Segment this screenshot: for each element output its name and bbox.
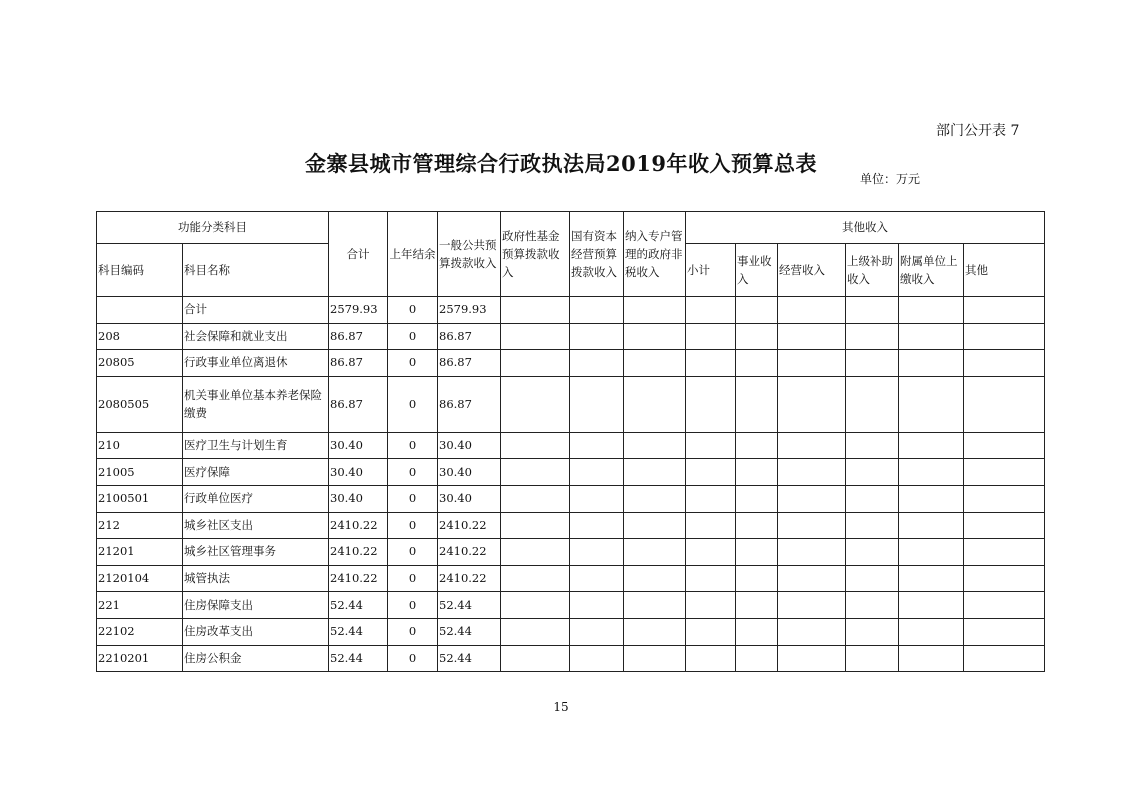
cell-empty	[686, 539, 736, 566]
cell-general-budget: 30.40	[438, 485, 501, 512]
cell-empty	[778, 376, 846, 432]
table-row	[97, 376, 1045, 432]
cell-empty	[624, 592, 686, 619]
cell-empty	[570, 592, 624, 619]
cell-empty	[736, 350, 778, 377]
cell-empty	[686, 376, 736, 432]
cell-code	[97, 297, 183, 324]
cell-empty	[624, 539, 686, 566]
cell-code: 210	[97, 432, 183, 459]
cell-empty	[846, 618, 899, 645]
cell-empty	[736, 539, 778, 566]
header-gov-fund: 政府性基金预算拨款收入	[501, 212, 570, 297]
cell-empty	[501, 297, 570, 324]
cell-code: 2120104	[97, 565, 183, 592]
cell-name: 行政事业单位离退休	[183, 350, 329, 377]
cell-empty	[570, 323, 624, 350]
cell-empty	[736, 297, 778, 324]
cell-empty	[899, 297, 964, 324]
cell-empty	[964, 323, 1045, 350]
cell-empty	[846, 432, 899, 459]
cell-prev-balance: 0	[388, 645, 438, 672]
cell-general-budget: 2410.22	[438, 512, 501, 539]
cell-prev-balance: 0	[388, 459, 438, 486]
cell-empty	[624, 565, 686, 592]
header-nontax: 纳入专户管理的政府非税收入	[624, 212, 686, 297]
header-affiliated-payment: 附属单位上缴收入	[899, 244, 964, 297]
cell-name: 医疗保障	[183, 459, 329, 486]
cell-empty	[570, 565, 624, 592]
table-row	[97, 459, 1045, 486]
cell-empty	[778, 350, 846, 377]
cell-code: 21005	[97, 459, 183, 486]
cell-empty	[846, 459, 899, 486]
cell-name: 社会保障和就业支出	[183, 323, 329, 350]
cell-total: 52.44	[329, 618, 388, 645]
cell-empty	[686, 512, 736, 539]
cell-name: 住房公积金	[183, 645, 329, 672]
header-state-capital: 国有资本经营预算拨款收入	[570, 212, 624, 297]
cell-empty	[570, 485, 624, 512]
cell-empty	[778, 645, 846, 672]
unit-label: 单位：万元	[860, 172, 921, 186]
cell-total: 52.44	[329, 592, 388, 619]
cell-general-budget: 2410.22	[438, 565, 501, 592]
cell-prev-balance: 0	[388, 323, 438, 350]
cell-empty	[501, 350, 570, 377]
cell-empty	[899, 350, 964, 377]
cell-prev-balance: 0	[388, 592, 438, 619]
header-superior-subsidy: 上级补助收入	[846, 244, 899, 297]
cell-empty	[736, 323, 778, 350]
table-row	[97, 350, 1045, 377]
cell-empty	[686, 485, 736, 512]
cell-empty	[778, 512, 846, 539]
cell-empty	[899, 512, 964, 539]
cell-total: 52.44	[329, 645, 388, 672]
header-prev-balance: 上年结余	[388, 212, 438, 297]
header-code: 科目编码	[97, 244, 183, 297]
cell-prev-balance: 0	[388, 565, 438, 592]
cell-empty	[736, 645, 778, 672]
cell-empty	[846, 485, 899, 512]
cell-empty	[624, 297, 686, 324]
cell-empty	[964, 376, 1045, 432]
cell-empty	[899, 539, 964, 566]
cell-empty	[846, 539, 899, 566]
cell-empty	[964, 618, 1045, 645]
cell-empty	[778, 485, 846, 512]
cell-name: 城管执法	[183, 565, 329, 592]
cell-prev-balance: 0	[388, 297, 438, 324]
cell-code: 21201	[97, 539, 183, 566]
table-row	[97, 645, 1045, 672]
table-row	[97, 592, 1045, 619]
cell-empty	[686, 323, 736, 350]
cell-total: 30.40	[329, 485, 388, 512]
cell-code: 2100501	[97, 485, 183, 512]
cell-empty	[501, 512, 570, 539]
cell-prev-balance: 0	[388, 485, 438, 512]
cell-empty	[846, 297, 899, 324]
cell-general-budget: 86.87	[438, 350, 501, 377]
cell-general-budget: 2410.22	[438, 539, 501, 566]
cell-general-budget: 52.44	[438, 618, 501, 645]
cell-empty	[846, 350, 899, 377]
cell-empty	[736, 459, 778, 486]
cell-name: 行政单位医疗	[183, 485, 329, 512]
cell-code: 2210201	[97, 645, 183, 672]
cell-empty	[736, 618, 778, 645]
cell-empty	[570, 645, 624, 672]
cell-empty	[964, 485, 1045, 512]
cell-code: 212	[97, 512, 183, 539]
cell-empty	[686, 592, 736, 619]
table-row	[97, 297, 1045, 324]
cell-empty	[570, 432, 624, 459]
header-other-income: 其他收入	[686, 212, 1045, 244]
table-row	[97, 539, 1045, 566]
cell-name: 机关事业单位基本养老保险缴费	[183, 376, 329, 432]
cell-code: 2080505	[97, 376, 183, 432]
cell-empty	[686, 618, 736, 645]
cell-general-budget: 2579.93	[438, 297, 501, 324]
table-row	[97, 618, 1045, 645]
cell-empty	[501, 592, 570, 619]
cell-empty	[570, 376, 624, 432]
table-row	[97, 512, 1045, 539]
cell-name: 城乡社区支出	[183, 512, 329, 539]
table-row	[97, 565, 1045, 592]
cell-empty	[964, 565, 1045, 592]
cell-empty	[846, 512, 899, 539]
cell-empty	[778, 565, 846, 592]
cell-empty	[778, 592, 846, 619]
cell-empty	[778, 297, 846, 324]
cell-empty	[899, 459, 964, 486]
cell-total: 2410.22	[329, 512, 388, 539]
cell-empty	[686, 645, 736, 672]
cell-empty	[899, 323, 964, 350]
cell-empty	[501, 432, 570, 459]
page-title: 金寨县城市管理综合行政执法局2019年收入预算总表	[305, 151, 817, 176]
table-row	[97, 432, 1045, 459]
cell-empty	[624, 350, 686, 377]
cell-empty	[899, 618, 964, 645]
cell-empty	[899, 645, 964, 672]
cell-empty	[736, 592, 778, 619]
cell-empty	[846, 376, 899, 432]
cell-prev-balance: 0	[388, 618, 438, 645]
cell-empty	[736, 432, 778, 459]
cell-empty	[736, 376, 778, 432]
cell-empty	[846, 565, 899, 592]
cell-empty	[686, 297, 736, 324]
cell-empty	[501, 565, 570, 592]
header-subtotal: 小计	[686, 244, 736, 297]
cell-prev-balance: 0	[388, 432, 438, 459]
cell-total: 30.40	[329, 432, 388, 459]
cell-empty	[624, 376, 686, 432]
cell-code: 208	[97, 323, 183, 350]
cell-empty	[778, 323, 846, 350]
cell-prev-balance: 0	[388, 376, 438, 432]
cell-general-budget: 86.87	[438, 376, 501, 432]
table-row	[97, 485, 1045, 512]
cell-empty	[964, 512, 1045, 539]
cell-empty	[501, 645, 570, 672]
cell-name: 城乡社区管理事务	[183, 539, 329, 566]
cell-name: 住房改革支出	[183, 618, 329, 645]
cell-empty	[686, 459, 736, 486]
cell-empty	[778, 539, 846, 566]
cell-empty	[501, 459, 570, 486]
cell-empty	[736, 485, 778, 512]
cell-empty	[846, 645, 899, 672]
cell-total: 86.87	[329, 350, 388, 377]
cell-empty	[846, 323, 899, 350]
cell-code: 20805	[97, 350, 183, 377]
cell-empty	[964, 645, 1045, 672]
cell-empty	[964, 432, 1045, 459]
header-func-class: 功能分类科目	[97, 212, 329, 244]
cell-empty	[624, 485, 686, 512]
income-budget-table	[96, 211, 1045, 672]
cell-empty	[899, 565, 964, 592]
cell-total: 2410.22	[329, 539, 388, 566]
cell-empty	[624, 459, 686, 486]
cell-empty	[964, 459, 1045, 486]
cell-empty	[778, 459, 846, 486]
cell-empty	[686, 565, 736, 592]
cell-empty	[736, 565, 778, 592]
cell-empty	[624, 512, 686, 539]
cell-prev-balance: 0	[388, 539, 438, 566]
cell-total: 2410.22	[329, 565, 388, 592]
header-general-budget: 一般公共预算拨款收入	[438, 212, 501, 297]
cell-empty	[570, 297, 624, 324]
cell-empty	[964, 297, 1045, 324]
cell-name: 住房保障支出	[183, 592, 329, 619]
cell-general-budget: 30.40	[438, 459, 501, 486]
cell-empty	[624, 323, 686, 350]
cell-empty	[899, 592, 964, 619]
cell-total: 86.87	[329, 376, 388, 432]
table-row	[97, 323, 1045, 350]
cell-empty	[570, 618, 624, 645]
cell-empty	[570, 512, 624, 539]
cell-empty	[778, 432, 846, 459]
cell-empty	[899, 485, 964, 512]
cell-empty	[570, 459, 624, 486]
cell-empty	[501, 485, 570, 512]
cell-code: 22102	[97, 618, 183, 645]
header-operating-income: 经营收入	[778, 244, 846, 297]
cell-empty	[501, 618, 570, 645]
cell-empty	[624, 432, 686, 459]
cell-name: 合计	[183, 297, 329, 324]
cell-empty	[964, 350, 1045, 377]
cell-prev-balance: 0	[388, 350, 438, 377]
cell-general-budget: 86.87	[438, 323, 501, 350]
cell-empty	[624, 645, 686, 672]
cell-general-budget: 52.44	[438, 645, 501, 672]
cell-empty	[736, 512, 778, 539]
page-number: 15	[553, 700, 569, 714]
cell-code: 221	[97, 592, 183, 619]
cell-prev-balance: 0	[388, 512, 438, 539]
form-number: 部门公开表 7	[936, 123, 1020, 139]
cell-empty	[899, 432, 964, 459]
cell-empty	[624, 618, 686, 645]
cell-general-budget: 52.44	[438, 592, 501, 619]
cell-empty	[964, 539, 1045, 566]
header-business-income: 事业收入	[736, 244, 778, 297]
cell-empty	[501, 376, 570, 432]
cell-total: 2579.93	[329, 297, 388, 324]
cell-empty	[899, 376, 964, 432]
header-name: 科目名称	[183, 244, 329, 297]
cell-total: 30.40	[329, 459, 388, 486]
cell-empty	[686, 350, 736, 377]
header-total: 合计	[329, 212, 388, 297]
cell-general-budget: 30.40	[438, 432, 501, 459]
header-other: 其他	[964, 244, 1045, 297]
cell-empty	[501, 539, 570, 566]
cell-name: 医疗卫生与计划生育	[183, 432, 329, 459]
cell-empty	[501, 323, 570, 350]
cell-empty	[570, 350, 624, 377]
cell-empty	[964, 592, 1045, 619]
cell-empty	[778, 618, 846, 645]
cell-empty	[686, 432, 736, 459]
cell-total: 86.87	[329, 323, 388, 350]
cell-empty	[570, 539, 624, 566]
cell-empty	[846, 592, 899, 619]
